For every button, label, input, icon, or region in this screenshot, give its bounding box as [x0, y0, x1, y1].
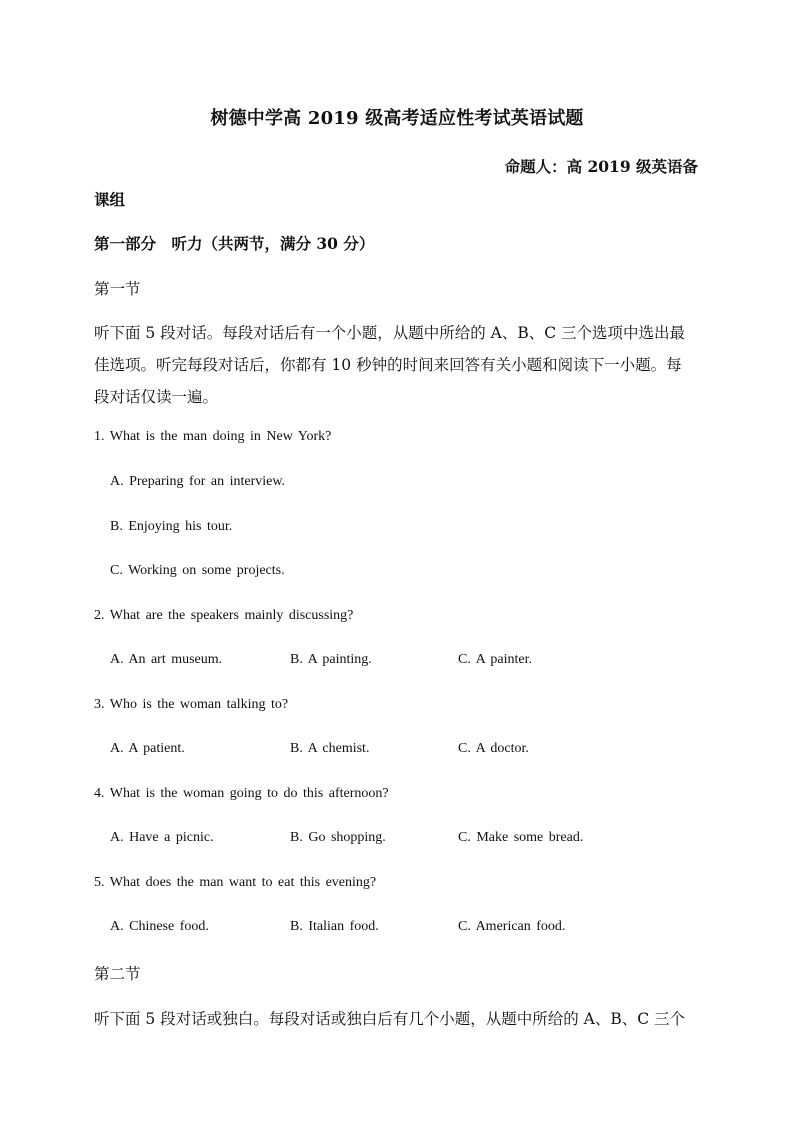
question-1-stem: 1. What is the man doing in New York? [94, 429, 332, 444]
section-two-title: 第二节 [94, 965, 141, 983]
section-one-instructions-line-3: 段对话仅读一遍。 [94, 388, 219, 406]
question-4-stem: 4. What is the woman going to do this afternoon? [94, 786, 389, 801]
exam-title: 树德中学高 2019 级高考适应性考试英语试题 [210, 108, 584, 129]
question-4-option-b: B. Go shopping. [290, 830, 386, 845]
question-5-stem: 5. What does the man want to eat this evening? [94, 875, 377, 890]
question-1-option-a: A. Preparing for an interview. [110, 474, 286, 489]
question-2-option-c: C. A painter. [458, 652, 532, 667]
author-line-continued: 课组 [94, 190, 126, 209]
question-5-option-c: C. American food. [458, 919, 566, 934]
question-2-stem: 2. What are the speakers mainly discussing? [94, 608, 354, 623]
section-one-instructions-line-2: 佳选项。听完每段对话后，你都有 10 秒钟的时间来回答有关小题和阅读下一小题。每 [94, 356, 682, 374]
section-one-title: 第一节 [94, 280, 141, 298]
question-4-option-c: C. Make some bread. [458, 830, 584, 845]
question-5-option-a: A. Chinese food. [110, 919, 209, 934]
question-1-option-b: B. Enjoying his tour. [110, 519, 233, 534]
question-2-option-a: A. An art museum. [110, 652, 223, 667]
question-3-option-c: C. A doctor. [458, 741, 529, 756]
question-2-option-b: B. A painting. [290, 652, 372, 667]
question-4-option-a: A. Have a picnic. [110, 830, 214, 845]
question-3-option-a: A. A patient. [110, 741, 185, 756]
question-1-option-c: C. Working on some projects. [110, 563, 285, 578]
section-two-instructions-line-1: 听下面 5 段对话或独白。每段对话或独白后有几个小题，从题中所给的 A、B、C 三个 [94, 1010, 686, 1028]
author-line: 命题人：高 2019 级英语备 [504, 157, 698, 176]
part-one-heading: 第一部分 听力（共两节，满分 30 分） [94, 234, 375, 253]
question-5-option-b: B. Italian food. [290, 919, 379, 934]
question-3-stem: 3. Who is the woman talking to? [94, 697, 289, 712]
section-one-instructions-line-1: 听下面 5 段对话。每段对话后有一个小题，从题中所给的 A、B、C 三个选项中选出最 [94, 324, 686, 342]
question-3-option-b: B. A chemist. [290, 741, 370, 756]
